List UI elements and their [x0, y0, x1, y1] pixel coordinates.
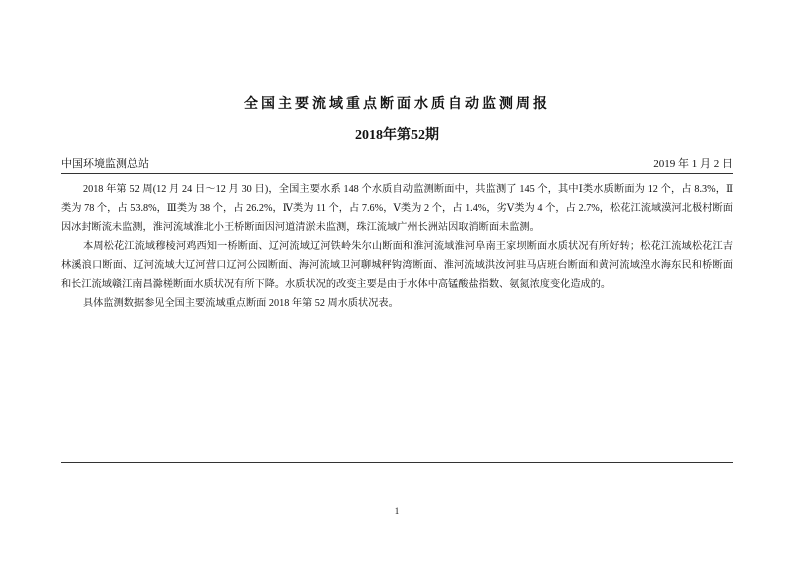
bottom-divider [61, 462, 733, 463]
report-title: 全国主要流域重点断面水质自动监测周报 [244, 96, 550, 112]
report-date: 2019 年 1 月 2 日 [653, 158, 733, 170]
paragraph-summary: 2018 年第 52 周(12 月 24 日～12 月 30 日)，全国主要水系 148 个水质自动监测断面中，共监测了 145 个，其中Ⅰ类水质断面为 12 个，占 8.3%，Ⅱ类为 78 个，占 53.8%，Ⅲ类为 38 个，占 26.2%，Ⅳ类为 11 个，占 7.6%，Ⅴ类为 2 个，占 1.4%，劣Ⅴ类为 4 个，占 2.7%，松花江流域漠河北极村断面因冰封断流未监测，淮河流域淮北小王桥断面因河道清淤未监测，珠江流域广州长洲站因取消断面未监测。 [61, 184, 733, 233]
page-number: 1 [394, 506, 400, 516]
paragraph-changes: 本周松花江流域穆棱河鸡西知一桥断面、辽河流域辽河铁岭朱尔山断面和淮河流域淮河阜南王家坝断面水质状况有所好转；松花江流域松花江吉林溪浪口断面、辽河流域大辽河营口辽河公园断面、海河流域卫河聊城秤钩湾断面、淮河流域洪汝河驻马店班台断面和黄河流域湟水海东民和桥断面和长江流域赣江南昌滁槎断面水质状况有所下降。水质状况的改变主要是由于水体中高锰酸盐指数、氨氮浓度变化造成的。 [61, 241, 733, 290]
report-issue: 2018年第52期 [355, 128, 439, 143]
top-divider [61, 173, 733, 174]
paragraph-reference: 具体监测数据参见全国主要流域重点断面 2018 年第 52 周水质状况表。 [83, 298, 399, 309]
agency-name: 中国环境监测总站 [61, 158, 149, 170]
report-body [61, 180, 733, 313]
report-meta [61, 155, 733, 171]
